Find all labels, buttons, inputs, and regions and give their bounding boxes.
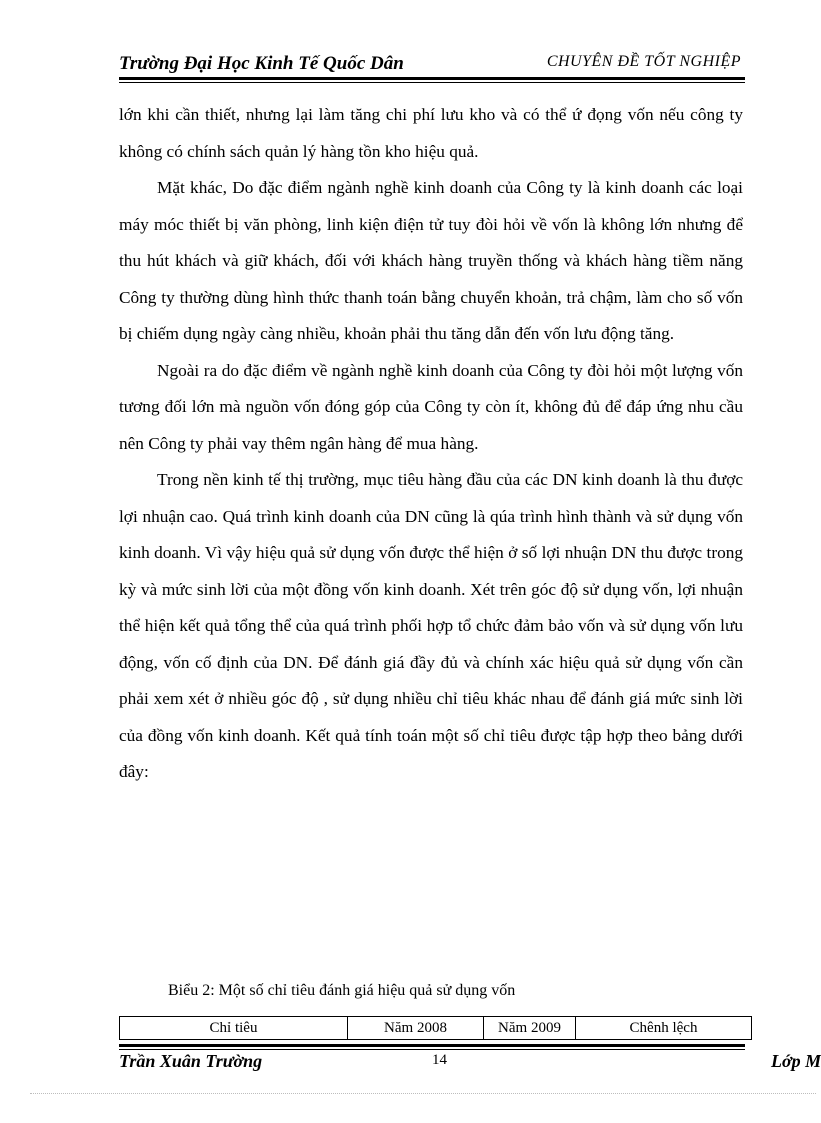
body-text [119,97,743,791]
column-header-difference: Chênh lệch [576,1017,752,1040]
paragraph-4: Trong nền kinh tế thị trường, mục tiêu hàng đầu của các DN kinh doanh là thu được lợi nhuận cao. Quá trình kinh doanh của DN cũng là qúa trình hình thành và sử dụng vốn kinh doanh. Vì vậy hiệu quả sử dụng vốn được thể hiện ở số lợi nhuận DN thu được trong kỳ và mức sinh lời của một đồng vốn kinh doanh. Xét trên góc độ sử dụng vốn, lợi nhuận thể hiện kết quả tổng thể của quá trình phối hợp tổ chức đảm bảo vốn và sử dụng vốn lưu động, vốn cố định của DN. Để đánh giá đầy đủ và chính xác hiệu quả sử dụng vốn cần phải xem xét ở nhiều góc độ , sử dụng nhiều chỉ tiêu khác nhau để đánh giá mức sinh lời của đồng vốn kinh doanh. Kết quả tính toán một số chỉ tiêu được tập hợp theo bảng dưới đây: [119,470,743,781]
footer-author: Trần Xuân Trường [119,1051,263,1071]
header-rule-thin [119,82,745,83]
page-bottom-edge [30,1093,816,1094]
header-university: Trường Đại Học Kinh Tế Quốc Dân [119,53,404,74]
indicator-table [119,1016,752,1040]
page-header [119,50,743,80]
column-header-indicator: Chỉ tiêu [120,1017,348,1040]
column-header-2008: Năm 2008 [348,1017,484,1040]
table-header-row [120,1017,752,1040]
paragraph-3: Ngoài ra do đặc điểm về ngành nghề kinh doanh của Công ty đòi hỏi một lượng vốn tương đối lớn mà nguồn vốn đóng góp của Công ty còn ít, không đủ để đáp ứng nhu cầu nên Công ty phải vay thêm ngân hàng để mua hàng. [119,360,743,453]
footer-class: Lớp M [771,1051,821,1071]
footer-rule-thin [119,1049,745,1050]
paragraph-1: lớn khi cần thiết, nhưng lại làm tăng chi phí lưu kho và có thể ứ đọng vốn nếu công ty không có chính sách quản lý hàng tồn kho hiệu quả. [119,105,743,161]
header-document-type: CHUYÊN ĐỀ TỐT NGHIỆP [546,53,741,70]
paragraph-2: Mặt khác, Do đặc điểm ngành nghề kinh doanh của Công ty là kinh doanh các loại máy móc thiết bị văn phòng, linh kiện điện tử tuy đòi hỏi về vốn là không lớn nhưng để thu hút khách và giữ khách, đối với khách hàng truyền thống và khách hàng tiềm năng Công ty thường dùng hình thức thanh toán bằng chuyển khoản, trả chậm, làm cho số vốn bị chiếm dụng ngày càng nhiều, khoản phải thu tăng dẫn đến vốn lưu động tăng. [119,178,743,343]
header-rule [119,77,745,80]
page-number: 14 [432,1052,447,1068]
column-header-2009: Năm 2009 [484,1017,576,1040]
table-caption: Biểu 2: Một số chỉ tiêu đánh giá hiệu quả sử dụng vốn [168,982,516,999]
footer-rule [119,1044,745,1047]
